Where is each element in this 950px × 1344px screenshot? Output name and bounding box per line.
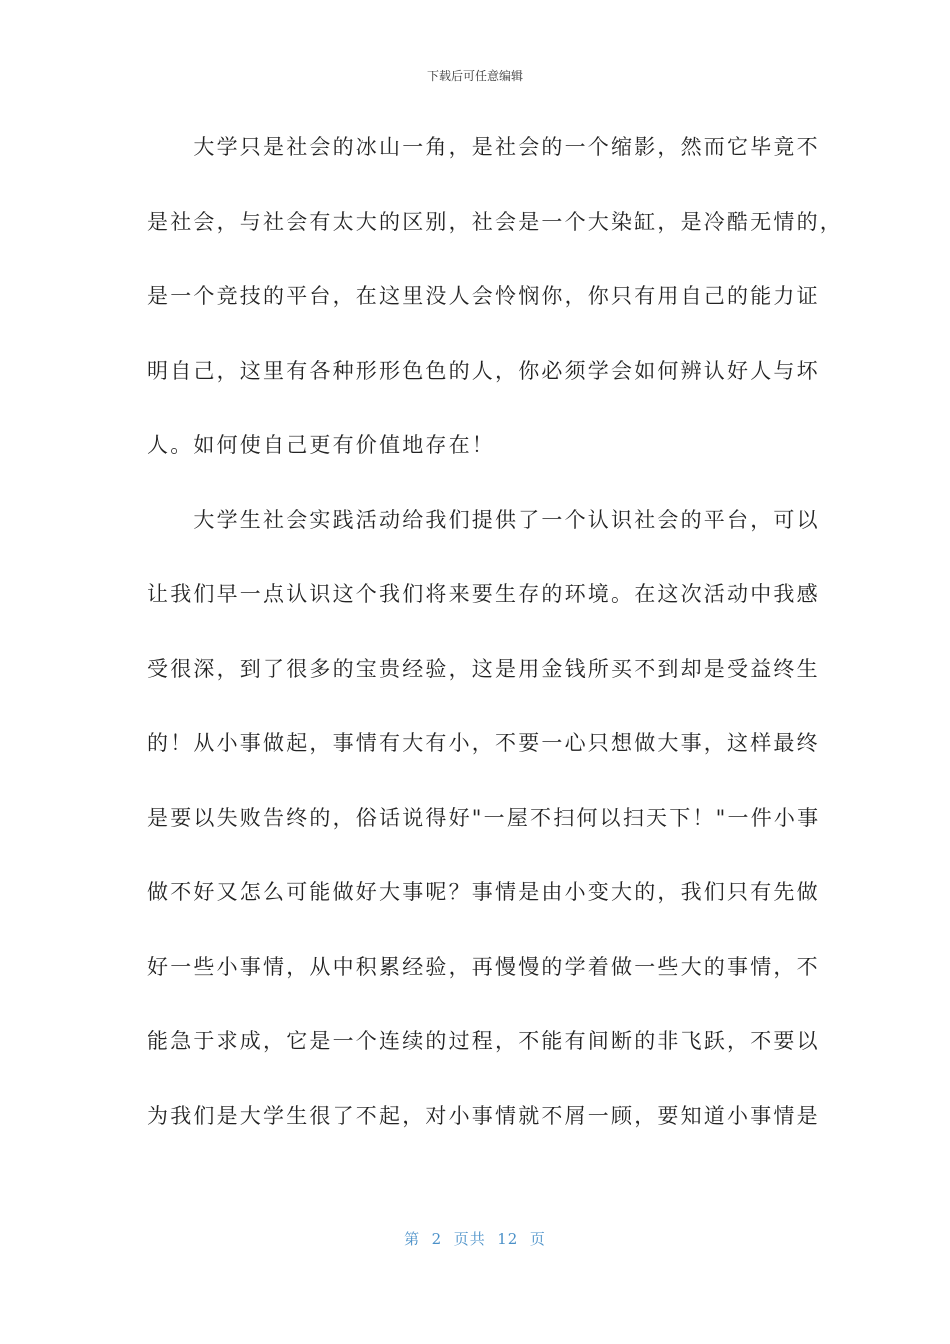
text-line: 人。如何使自己更有价值地存在！	[147, 433, 495, 457]
page-header: 下载后可任意编辑	[426, 69, 523, 83]
paragraph-2	[147, 500, 821, 1171]
text-line: 能急于求成，它是一个连续的过程，不能有间断的非飞跃，不要以	[147, 1029, 820, 1053]
text-line: 是一个竞技的平台，在这里没人会怜悯你，你只有用自己的能力证	[147, 284, 820, 308]
text-line: 大学生社会实践活动给我们提供了一个认识社会的平台，可以	[147, 507, 820, 532]
text-line: 受很深，到了很多的宝贵经验，这是用金钱所买不到却是受益终生	[147, 656, 820, 681]
paragraph-1	[147, 127, 843, 500]
page-number-footer: 第 2 页共 12 页	[404, 1230, 546, 1248]
text-line: 是要以失败告终的，俗话说得好"一屋不扫何以扫天下！"一件小事	[147, 805, 821, 830]
text-line: 的！从小事做起，事情有大有小，不要一心只想做大事，这样最终	[147, 731, 820, 755]
text-line: 是社会，与社会有太大的区别，社会是一个大染缸，是冷酷无情的，	[147, 209, 843, 234]
text-line: 大学只是社会的冰山一角，是社会的一个缩影，然而它毕竟不	[147, 135, 820, 159]
text-line: 做不好又怎么可能做好大事呢？事情是由小变大的，我们只有先做	[147, 880, 820, 904]
text-line: 好一些小事情，从中积累经验，再慢慢的学着做一些大的事情，不	[147, 954, 820, 979]
text-line: 明自己，这里有各种形形色色的人，你必须学会如何辨认好人与坏	[147, 358, 820, 383]
text-line: 让我们早一点认识这个我们将来要生存的环境。在这次活动中我感	[147, 582, 820, 606]
body-text	[147, 127, 843, 1170]
text-line: 为我们是大学生很了不起，对小事情就不屑一顾，要知道小事情是	[147, 1103, 820, 1128]
